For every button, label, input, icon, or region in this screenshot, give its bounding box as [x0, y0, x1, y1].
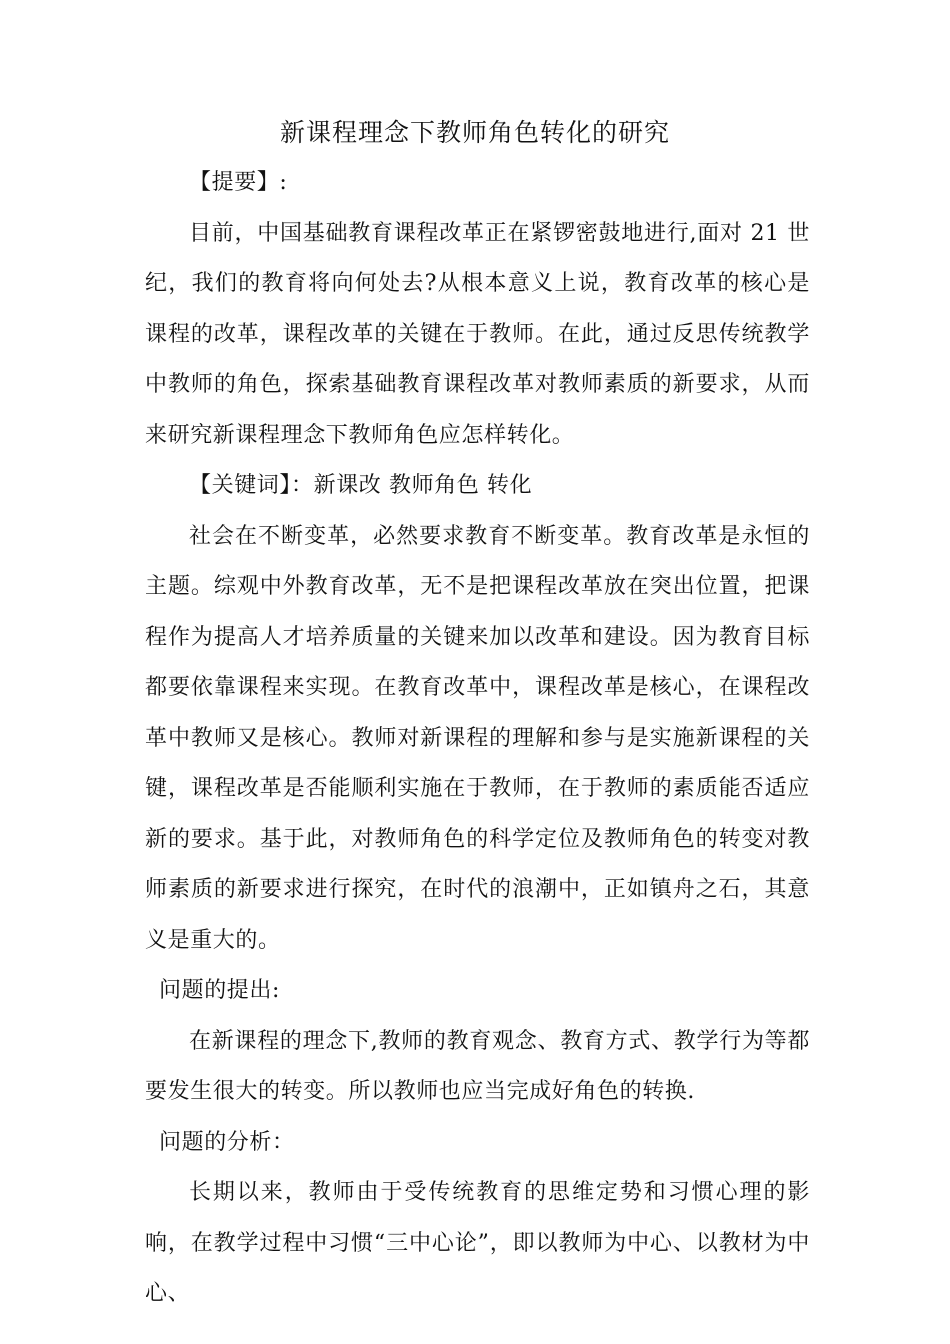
section-paragraph-problem: 在新课程的理念下,教师的教育观念、教育方式、教学行为等都要发生很大的转变。所以教师也应当完成好角色的转换. — [145, 1028, 810, 1104]
abstract-label: 【提要】: — [189, 170, 288, 195]
abstract-paragraph: 目前，中国基础教育课程改革正在紧锣密鼓地进行,面对 21 世纪，我们的教育将向何处去?从根本意义上说，教育改革的核心是课程的改革，课程改革的关键在于教师。在此，通过反思传统教学中教师的角色，探索基础教育课程改革对教师素质的新要求，从而来研究新课程理念下教师角色应怎样转化。 — [145, 220, 810, 448]
section-heading-analysis: 问题的分析： — [159, 1129, 295, 1155]
section-heading-problem: 问题的提出: — [159, 978, 281, 1003]
keywords-line: 【关键词】：新课改 教师角色 转化 — [189, 473, 533, 498]
section-paragraph-analysis: 长期以来，教师由于受传统教育的思维定势和习惯心理的影响，在教学过程中习惯“三中心论”，即以教师为中心、以教材为中心、 — [145, 1180, 810, 1306]
document-body — [145, 158, 810, 1320]
intro-paragraph: 社会在不断变革，必然要求教育不断变革。教育改革是永恒的主题。综观中外教育改革，无不是把课程改革放在突出位置，把课程作为提高人才培养质量的关键来加以改革和建设。因为教育目标都要依靠课程来实现。在教育改革中，课程改革是核心，在课程改革中教师又是核心。教师对新课程的理解和参与是实施新课程的关键，课程改革是否能顺利实施在于教师，在于教师的素质能否适应新的要求。基于此，对教师角色的科学定位及教师角色的转变对教师素质的新要求进行探究，在时代的浪潮中，正如镇舟之石，其意义是重大的。 — [145, 523, 810, 953]
document-title: 新课程理念下教师角色转化的研究 — [279, 118, 670, 147]
